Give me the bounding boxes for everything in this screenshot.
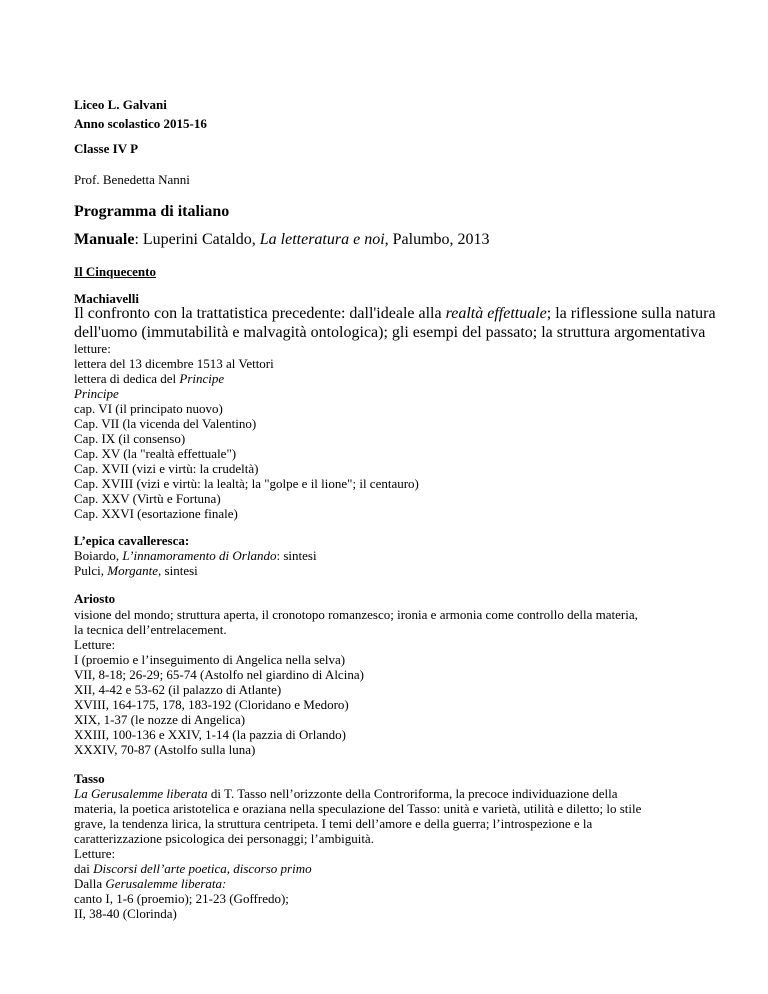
machiavelli-desc-text: ; la riflessione sulla natura — [546, 305, 716, 322]
reading-item: XXXIV, 70-87 (Astolfo sulla luna) — [74, 742, 256, 757]
section-heading: Il Cinquecento — [74, 264, 156, 279]
chapter-item: cap. VI (il principato nuovo) — [74, 401, 223, 416]
chapter-item: Cap. XV (la "realtà effettuale") — [74, 446, 237, 461]
chapter-item: Cap. XXVI (esortazione finale) — [74, 506, 238, 521]
tasso-desc-2: materia, la poetica aristotelica e oraziana nella speculazione del Tasso: unità e varietà, utilità e diletto; lo stile — [74, 801, 642, 816]
pulci-line — [74, 563, 198, 579]
ariosto-desc-1: visione del mondo; struttura aperta, il cronotopo romanzesco; ironia e armonia come controllo della materia, — [74, 607, 638, 622]
tasso-desc-text: di T. Tasso nell’orizzonte della Controriforma, la precoce individuazione della — [207, 786, 618, 801]
pulci-note: , sintesi — [158, 563, 198, 578]
tasso-from — [74, 876, 226, 892]
school-name: Liceo L. Galvani — [74, 97, 167, 112]
chapter-item: Cap. VII (la vicenda del Valentino) — [74, 416, 257, 431]
chapter-item: Cap. XXV (Virtù e Fortuna) — [74, 491, 221, 506]
reading-item: XIX, 1-37 (le nozze di Angelica) — [74, 712, 246, 727]
teacher-name: Prof. Benedetta Nanni — [74, 172, 190, 187]
machiavelli-desc-text: Il confronto con la trattatistica precedente: dall'ideale alla — [74, 305, 446, 322]
ariosto-heading: Ariosto — [74, 591, 116, 606]
chapter-item: Cap. XVII (vizi e virtù: la crudeltà) — [74, 461, 259, 476]
tasso-desc-4: caratterizzazione psicologica dei personaggi; l’ambiguità. — [74, 831, 374, 846]
tasso-desc-1 — [74, 786, 618, 802]
machiavelli-desc-2: dell'uomo (immutabilità e malvagità ontologica); gli esempi del passato; la struttura argomentativa — [74, 324, 706, 341]
tasso-canto-1: canto I, 1-6 (proemio); 21-23 (Goffredo); — [74, 891, 289, 906]
manual-publisher: , Palumbo, 2013 — [384, 231, 490, 248]
machiavelli-heading: Machiavelli — [74, 291, 139, 306]
principe-title: Principe — [74, 386, 119, 401]
tasso-readings-label: Letture: — [74, 846, 116, 861]
pulci-author: Pulci, — [74, 563, 108, 578]
discorsi-prefix: dai — [74, 861, 94, 876]
discorsi-title: Discorsi dell’arte poetica, discorso primo — [93, 861, 312, 876]
tasso-heading: Tasso — [74, 771, 105, 786]
boiardo-note: : sintesi — [276, 548, 317, 563]
school-year: Anno scolastico 2015-16 — [74, 116, 207, 131]
tasso-desc-3: grave, la tendenza lirica, la struttura centripeta. I temi dell’amore e della guerra; l’introspezione e la — [74, 816, 593, 831]
pulci-title: Morgante — [107, 563, 159, 578]
class-name: Classe IV P — [74, 141, 139, 156]
boiardo-line — [74, 548, 317, 564]
manual-label: Manuale — [74, 231, 135, 248]
machiavelli-dedication — [74, 371, 224, 387]
chapter-item: Cap. IX (il consenso) — [74, 431, 186, 446]
machiavelli-readings-label: letture: — [74, 341, 111, 356]
reading-item: I (proemio e l’inseguimento di Angelica nella selva) — [74, 652, 346, 667]
manual-authors: : Luperini Cataldo, — [134, 231, 260, 248]
reading-item: XXIII, 100-136 e XXIV, 1-14 (la pazzia di Orlando) — [74, 727, 346, 742]
dedication-text: lettera di dedica del — [74, 371, 180, 386]
page-title: Programma di italiano — [74, 203, 230, 220]
chapter-item: Cap. XVIII (vizi e virtù: la lealtà; la "golpe e il lione"; il centauro) — [74, 476, 419, 491]
reading-item: XII, 4-42 e 53-62 (il palazzo di Atlante) — [74, 682, 282, 697]
from-title: Gerusalemme liberata: — [105, 876, 227, 891]
manual-line — [74, 231, 490, 249]
reading-item: XVIII, 164-175, 178, 183-192 (Cloridano e Medoro) — [74, 697, 349, 712]
reading-item: VII, 8-18; 26-29; 65-74 (Astolfo nel giardino di Alcina) — [74, 667, 364, 682]
machiavelli-desc-italic: realtà effettuale — [445, 305, 547, 322]
boiardo-title: L’innamoramento di Orlando — [122, 548, 277, 563]
ariosto-readings-label: Letture: — [74, 637, 116, 652]
machiavelli-desc-1 — [74, 305, 716, 323]
tasso-discorsi — [74, 861, 312, 877]
machiavelli-letter: lettera del 13 dicembre 1513 al Vettori — [74, 356, 274, 371]
tasso-work-title: La Gerusalemme liberata — [74, 786, 208, 801]
manual-title: La letteratura e noi — [259, 231, 385, 248]
from-prefix: Dalla — [74, 876, 106, 891]
tasso-canto-2: II, 38-40 (Clorinda) — [74, 906, 177, 921]
epica-heading: L’epica cavalleresca: — [74, 533, 190, 548]
dedication-title: Principe — [179, 371, 225, 386]
ariosto-desc-2: la tecnica dell’entrelacement. — [74, 622, 227, 637]
boiardo-author: Boiardo, — [74, 548, 123, 563]
